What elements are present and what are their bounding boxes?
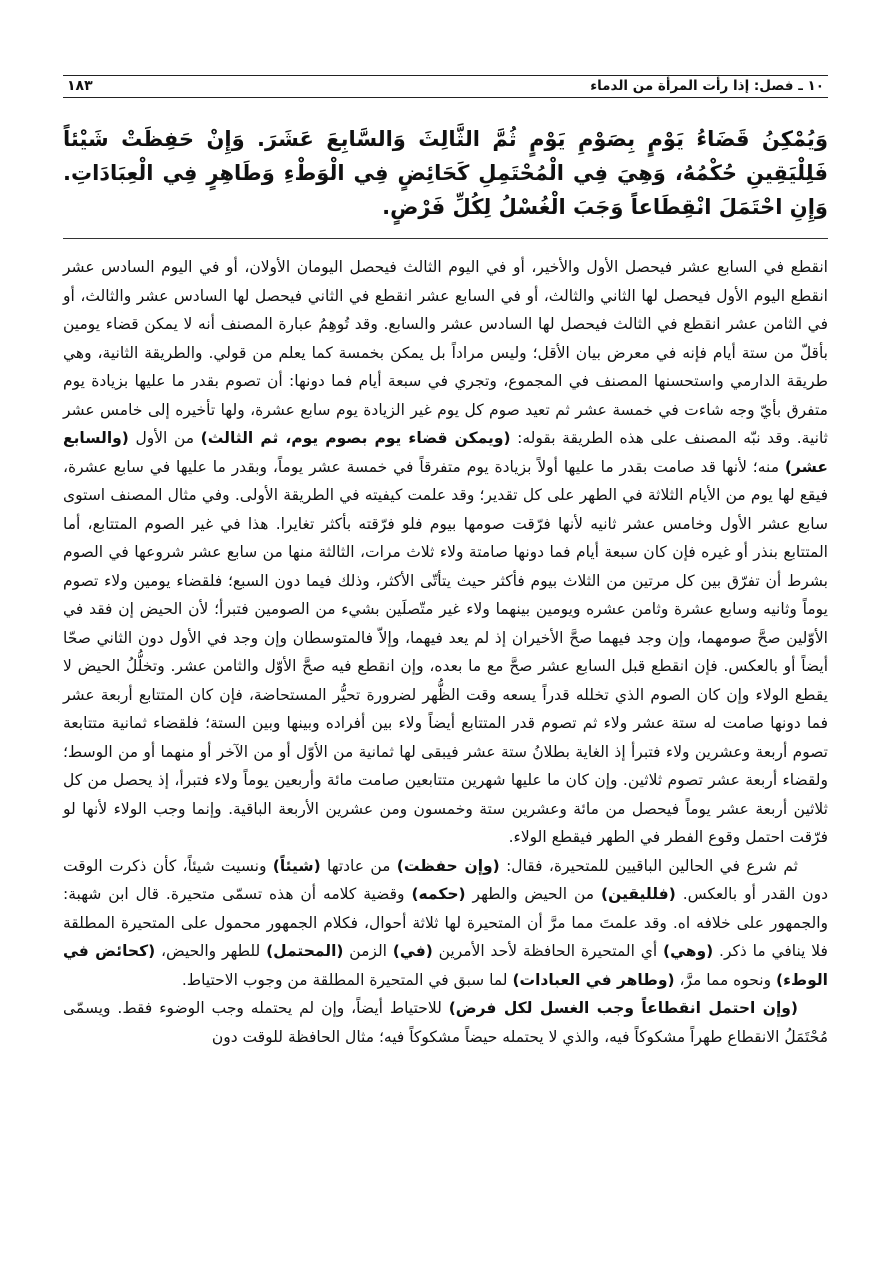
commentary-text: من الحيض والطهر xyxy=(465,885,602,903)
matn-quote-bold: (كحائض في الوطء) xyxy=(63,942,828,989)
commentary xyxy=(63,253,828,1051)
commentary-text: منه؛ لأنها قد صامت بقدر ما عليها أولاً بزيادة يوم متفرقاً في خمسة عشر يوماً، وبقدر ما عليها في سابع عشرة، فيقع لها يوم من الأيام الثلاثة في الطهر على كل تقدير؛ وقد علمت كيفيته في الطريقة الأولى. وفي مثال المصنف استوى سابع عشر الأول وخامس عشر ثانيه لأنها فرّقت صومها بيوم فلو فرّقته بأكثر تغايرا. هذا في غير الصوم المتتابع، أما المتتابع بنذر أو غيره فإن كان سبعة أيام فما دونها صامتة ولاء ثلاث مرات، الثالثة منها من سابع عشر شروعها في الصوم بشرط أن تفرّق بين كل مرتين من الثلاث بيوم فأكثر حيث يتأتّى الأكثر، وذلك فيما دون السبع؛ فلقضاء يومين ولاء تصوم يوماً وثانيه وسابع عشرة وثامن عشره ويومين بينهما ولاء غير متّصلَين بشيء من الصومين فتبرأ؛ لأن الحيض إن فقد في الأوّلين صحَّ صومهما، وإن وجد فيهما صحَّ الأخيران إذ لم يعد فيهما، وإلاّ فالمتوسطان وإن وجد في الأول دون الثاني صحّا أيضاً أو بالعكس. فإن انقطع قبل السابع عشر صحَّ مع ما بعده، وإن انقطع فيه صحَّ الأوّل والثامن عشر. وتخلُّلُ الحيض لا يقطع الولاء وإن كان الصوم الذي تخلله قدراً يسعه وقت الظُّهر لضرورة تحيُّر المستحاضة، فإن كان المتتابع أربعة عشر فما دونها صامت له ستة عشر ولاء ثم تصوم قدر المتتابع أيضاً ولاء بين أفراده وبينها وبين الستة؛ فلقضاء ثمانية متتابعة تصوم أربعة وعشرين ولاء فتبرأ إذ الغاية بطلانُ ستة عشر فيبقى لها ثمانية من الأوّل أو من الآخر أو منهما أو من الوسط؛ ولقضاء أربعة عشر تصوم ثلاثين. وإن كان ما عليها شهرين متتابعين صامت مائة وأربعين يوماً ولاء فتبرأ، إذ يحصل من كل ثلاثين أربعة عشر يوماً فيحصل من مائة وعشرين ستة وخمسون ومن عشرين الأربعة الباقية. وإنما وجب الولاء لأنها لو فرّقت احتمل وقوع الفطر في الطهر فيقطع الولاء. xyxy=(63,457,828,846)
commentary-paragraph xyxy=(63,253,828,852)
matn-quote-bold: (وإن حفظت) xyxy=(396,856,500,875)
matn-quote-bold: (والسابع عشر) xyxy=(63,429,828,476)
commentary-paragraph xyxy=(63,994,828,1051)
matn-quote-bold: (حكمه) xyxy=(411,885,466,903)
matn-text: وَيُمْكِنُ قَضَاءُ يَوْمٍ بِصَوْمِ يَوْمٍ ثُمَّ الثَّالِثَ وَالسَّابِعَ عَشَرَ. وَإِنْ حَفِظَتْ شَيْئاً فَلِلْيَقِينِ حُكْمُهُ، وَهِيَ فِي الْمُحْتَمِلِ كَحَائِضٍ فِي الْوَطْءِ وَطَاهِرٍ فِي الْعِبَادَاتِ. وَإِنِ احْتَمَلَ انْقِطَاعاً وَجَبَ الْغُسْلُ لِكُلِّ فَرْضٍ. xyxy=(63,127,828,219)
commentary-text: من عادتها xyxy=(320,856,397,875)
matn-quote-bold: (في) xyxy=(392,942,433,960)
commentary-text: من الأول xyxy=(128,429,201,447)
commentary-text: وقضية كلامه أن هذه تسمّى متحيرة. قال ابن شهبة: والجمهور على خلافه اه. وقد علمتَ مما مرَّ أن المتحيرة لها ثلاثة أحوال، فكلام الجمهور محمول على المتحيرة المطلقة فلا ينافي ما ذكر. xyxy=(63,885,828,960)
commentary-text: أي المتحيرة الحافظة لأحد الأمرين xyxy=(432,942,663,960)
matn-quote-bold: (ويمكن قضاء يوم بصوم يوم، ثم الثالث) xyxy=(200,429,511,447)
page-header xyxy=(63,75,828,98)
commentary-text: ونحوه مما مرَّ، xyxy=(674,970,777,989)
page-number: ١٨٣ xyxy=(67,78,93,94)
matn-commentary-divider xyxy=(63,238,828,239)
matn-quote-bold: (وإن احتمل انقطاعاً وجب الغسل لكل فرض) xyxy=(448,999,798,1017)
matn-quote-bold: (وهي) xyxy=(663,942,714,960)
commentary-text: ونسيت شيئاً، كأن ذكرت الوقت دون القدر أو بالعكس. xyxy=(63,856,829,903)
commentary-text: لما سبق في المتحيرة المطلقة من وجوب الاحتياط. xyxy=(181,970,513,989)
commentary-text: انقطع في السابع عشر فيحصل الأول والأخير، أو في اليوم الثالث فيحصل اليومان الأولان، أو في اليوم السادس عشر انقطع اليوم الأول فيحصل لها الثاني والثالث، أو في السابع عشر انقطع في الثاني فيحصل لها السادس عشر والثالث، أو في الثامن عشر انقطع في الثالث فيحصل لها السادس عشر والسابع. وقد تُوهِمُ عبارة المصنف أنه لا يمكن قضاء يومين بأقلّ من ستة أيام فإنه في معرض بيان الأقل؛ وليس مراداً بل يمكن بخمسة كما يعلم من قولي. والطريقة الثانية، وهي طريقة الدارمي واستحسنها المصنف في المجموع، وتجري في سبعة أيام فما دونها: أن تصوم بقدر ما عليها بزيادة يوم متفرق بأيّ وجه شاءت في خمسة عشر ثم تعيد صوم كل يوم غير الزيادة يوم سابع عشرة، ولها تأخيره إلى خامس عشر ثانية. وقد نبّه المصنف على هذه الطريقة بقوله: xyxy=(63,258,828,447)
commentary-text: ثم شرع في الحالين الباقيين للمتحيرة، فقال: xyxy=(499,856,798,875)
matn-quote-bold: (المحتمل) xyxy=(266,942,344,960)
commentary-text: الزمن xyxy=(343,942,393,960)
matn-quote-bold: (شيئاً) xyxy=(272,856,321,875)
matn-quote-bold: (وطاهر في العبادات) xyxy=(512,970,675,989)
commentary-text: للاحتياط أيضاً، وإن لم يحتمله وجب الوضوء فقط. ويسمّى مُحْتَمَلُ الانقطاع طهراً مشكوكاً فيه، والذي لا يحتمله حيضاً مشكوكاً فيه؛ مثال الحافظة للوقت دون xyxy=(63,999,828,1046)
matn-quote-bold: (فلليقين) xyxy=(601,885,676,903)
commentary-paragraph xyxy=(63,852,828,995)
commentary-text: للطهر والحيض، xyxy=(155,942,267,960)
chapter-title: ١٠ ـ فصل: إذا رأت المرأة من الدماء xyxy=(590,78,824,94)
